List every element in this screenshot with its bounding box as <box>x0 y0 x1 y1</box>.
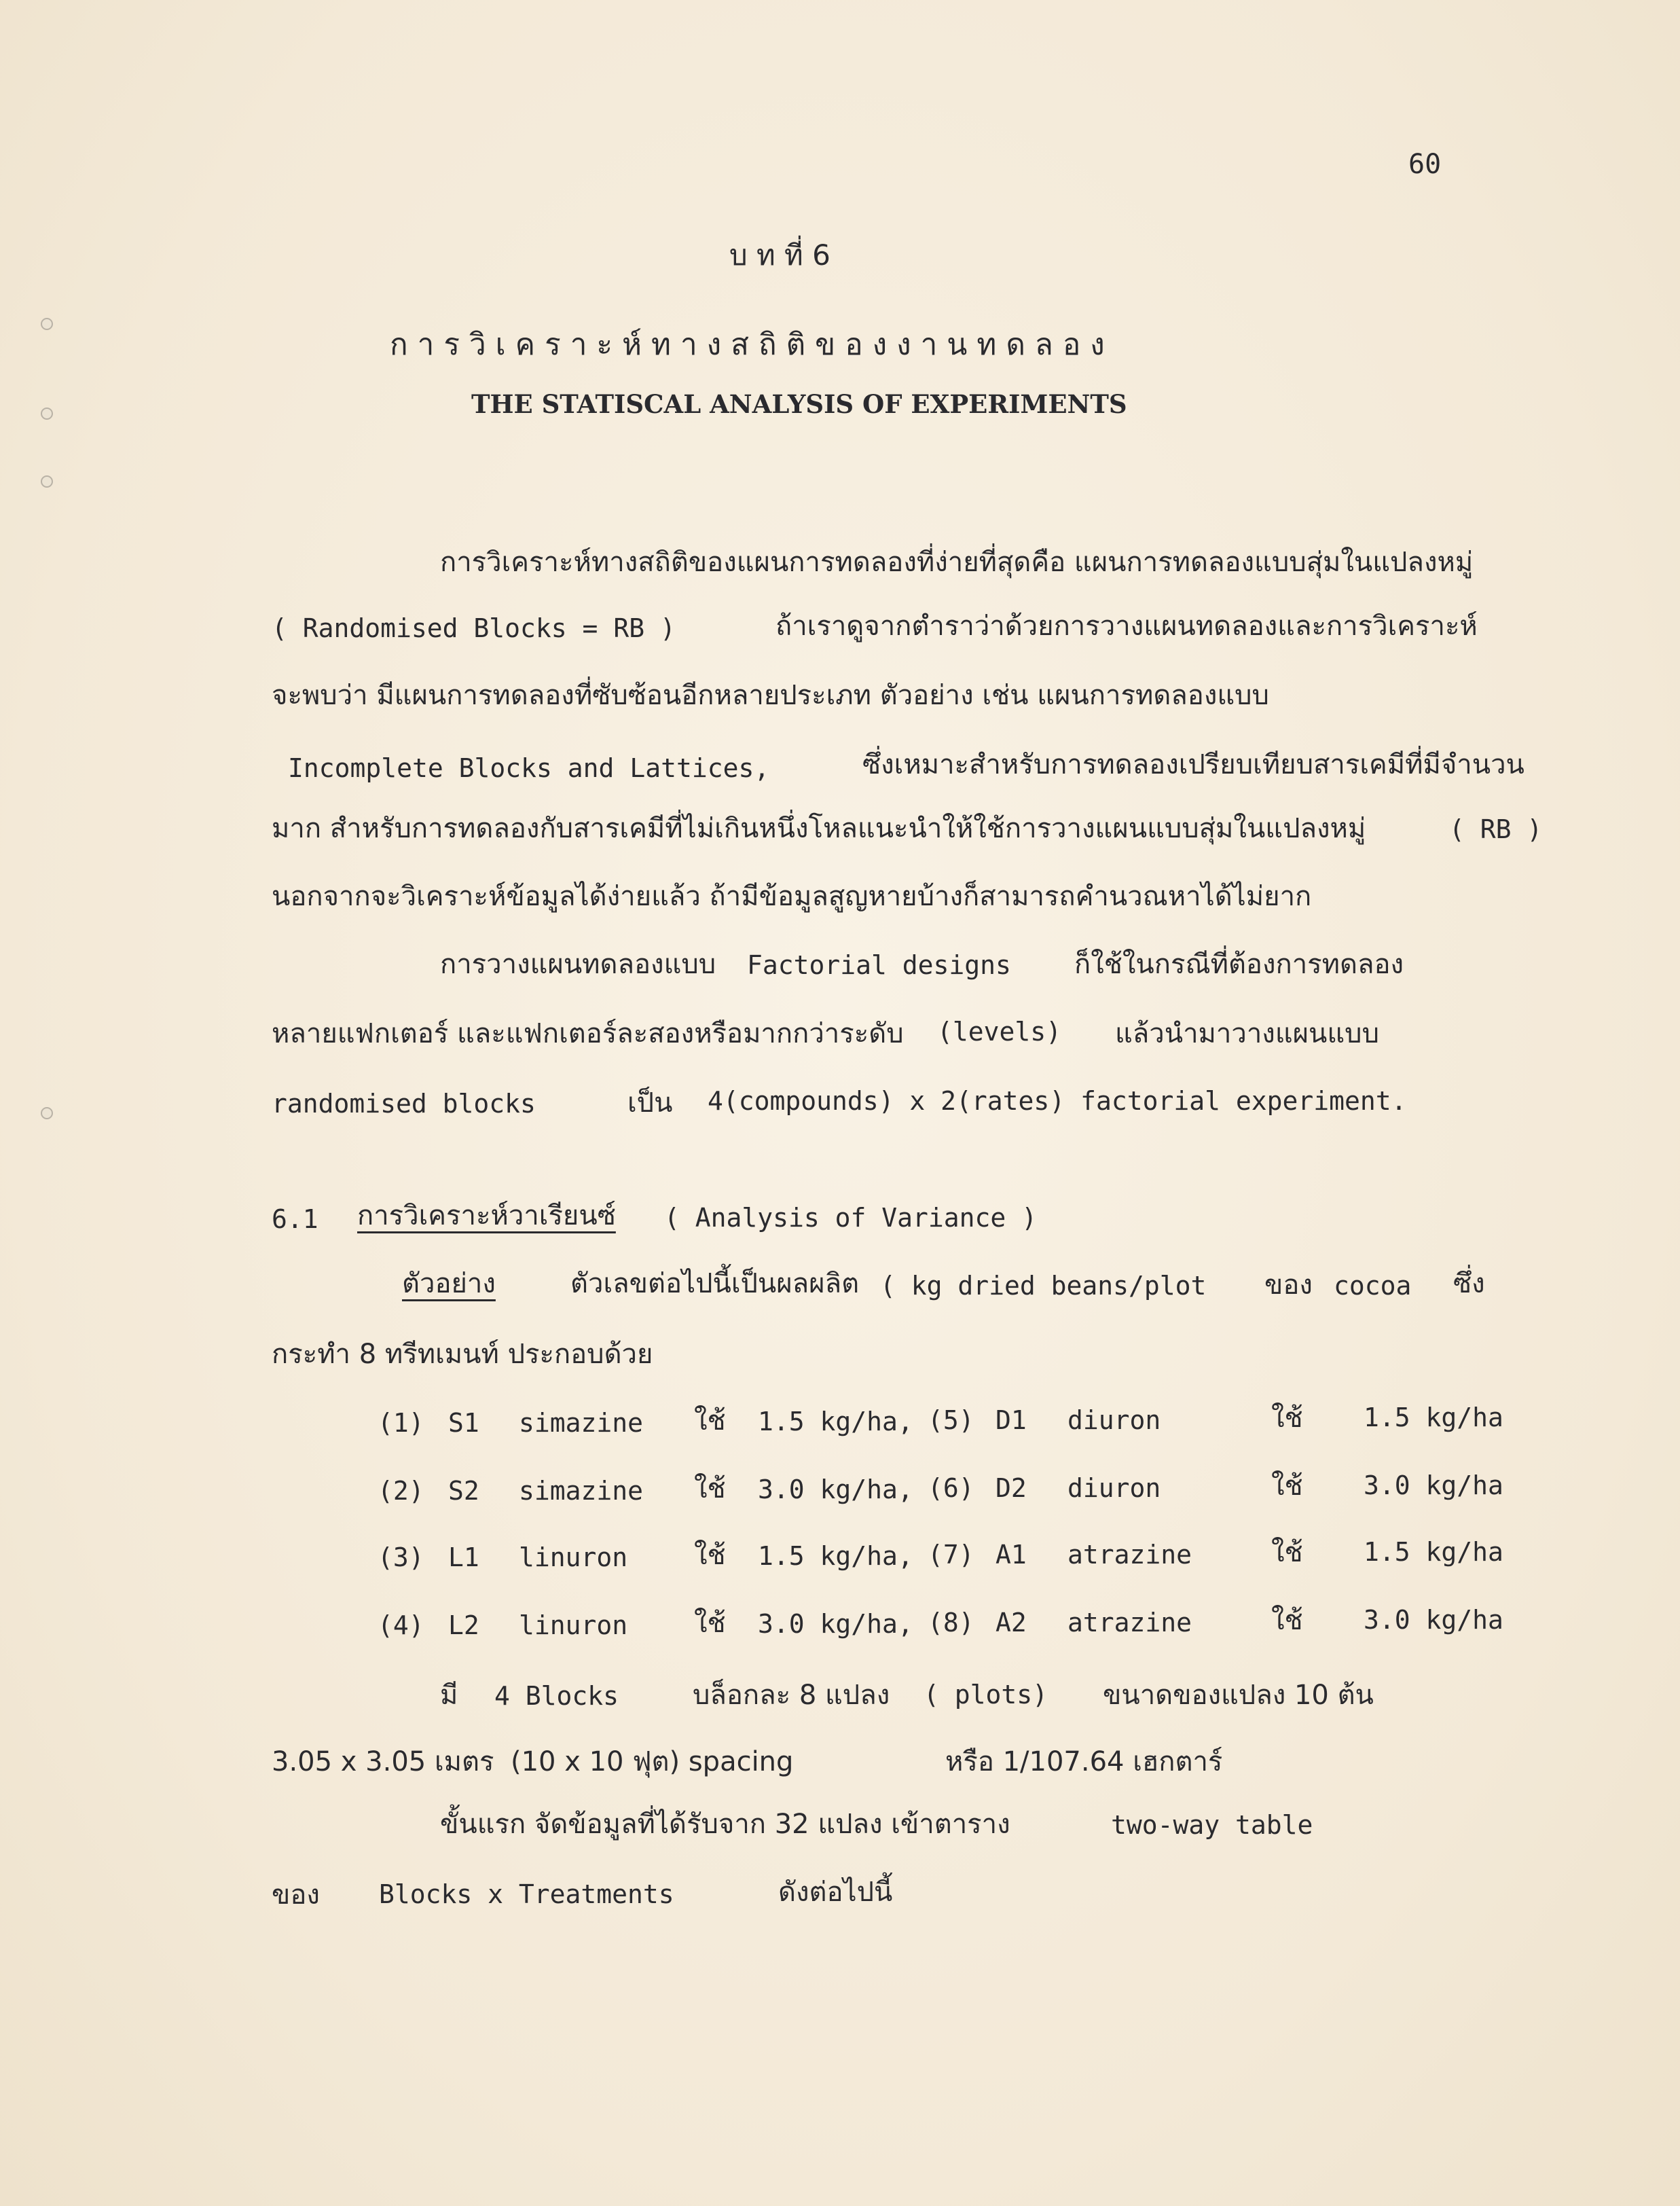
paragraph-line: (levels) <box>937 1017 1062 1047</box>
treatment-use: ใช้ <box>1271 1537 1303 1568</box>
punch-hole-mark <box>41 1107 53 1119</box>
paragraph-line: การวิเคราะห์ทางสถิติของแผนการทดลองที่ง่ายที่สุดคือ แผนการทดลองแบบสุ่มในแปลงหมู่ <box>440 547 1474 578</box>
paragraph-line: Incomplete Blocks and Lattices, <box>288 753 770 783</box>
paragraph-line: หลายแฟกเตอร์ และแฟกเตอร์ละสองหรือมากกว่าระดับ <box>272 1018 904 1049</box>
paragraph-line: (10 x 10 ฟุต) spacing <box>511 1746 794 1777</box>
treatment-name: linuron <box>519 1542 628 1572</box>
treatment-rate: 1.5 kg/ha, <box>758 1541 913 1571</box>
treatment-use: ใช้ <box>1271 1605 1303 1636</box>
treatment-num: (8) <box>928 1608 974 1638</box>
treatment-rate: 3.0 kg/ha, <box>758 1475 913 1504</box>
treatment-use: ใช้ <box>1271 1470 1303 1502</box>
treatment-code: L1 <box>448 1542 479 1572</box>
paragraph-line: มาก สำหรับการทดลองกับสารเคมีที่ไม่เกินหนึ่งโหลแนะนำให้ใช้การวางแผนแบบสุ่มในแปลงหมู่ <box>272 813 1366 844</box>
paragraph-line: หรือ 1/107.64 เฮกตาร์ <box>945 1746 1223 1777</box>
treatment-num: (4) <box>378 1610 424 1640</box>
paragraph-line: ( kg dried beans/plot <box>880 1271 1207 1301</box>
paragraph-line: ถ้าเราดูจากตำราว่าด้วยการวางแผนทดลองและการวิเคราะห์ <box>775 611 1478 642</box>
treatment-use: ใช้ <box>694 1608 726 1639</box>
section-number: 6.1 <box>272 1204 318 1234</box>
paragraph-line: ของ <box>1264 1269 1313 1301</box>
paragraph-line: ดังต่อไปนี้ <box>778 1877 893 1908</box>
punch-hole-mark <box>41 318 53 330</box>
treatment-num: (6) <box>928 1473 974 1503</box>
title-english: THE STATISCAL ANALYSIS OF EXPERIMENTS <box>471 389 1127 419</box>
paragraph-line: การวางแผนทดลองแบบ <box>440 949 716 980</box>
treatment-num: (3) <box>378 1542 424 1572</box>
chapter-heading: บ ท ที่ 6 <box>729 238 830 272</box>
treatment-name: diuron <box>1067 1405 1161 1435</box>
example-label: ตัวอย่าง <box>402 1268 496 1299</box>
paragraph-line: ( Randomised Blocks = RB ) <box>272 613 676 643</box>
section-title-english: ( Analysis of Variance ) <box>664 1203 1038 1233</box>
paragraph-line: Blocks x Treatments <box>379 1879 674 1909</box>
treatment-rate: 3.0 kg/ha, <box>758 1609 913 1639</box>
paragraph-line: 3.05 x 3.05 เมตร <box>272 1746 494 1777</box>
paragraph-line: เป็น <box>627 1087 673 1119</box>
treatment-rate: 1.5 kg/ha, <box>758 1407 913 1436</box>
treatment-use: ใช้ <box>694 1540 726 1571</box>
paragraph-line: ก็ใช้ในกรณีที่ต้องการทดลอง <box>1074 949 1404 980</box>
treatment-num: (2) <box>378 1476 424 1506</box>
treatment-code: A2 <box>996 1608 1027 1638</box>
paragraph-line: ซึ่ง <box>1453 1268 1485 1299</box>
punch-hole-mark <box>41 408 53 420</box>
treatment-code: A1 <box>996 1540 1027 1570</box>
treatment-name: simazine <box>519 1408 644 1438</box>
treatment-num: (5) <box>928 1405 974 1435</box>
paragraph-line: cocoa <box>1334 1271 1412 1301</box>
paragraph-line: มี <box>440 1680 458 1711</box>
treatment-name: atrazine <box>1067 1608 1192 1638</box>
paragraph-line: ( RB ) <box>1449 814 1543 844</box>
paragraph-line: ตัวเลขต่อไปนี้เป็นผลผลิต <box>570 1268 860 1299</box>
paragraph-line: ขนาดของแปลง 10 ต้น <box>1103 1680 1374 1711</box>
paragraph-line: แล้วนำมาวางแผนแบบ <box>1115 1018 1379 1049</box>
paragraph-line: 4(compounds) x 2(rates) factorial experiment. <box>708 1086 1407 1116</box>
punch-hole-mark <box>41 475 53 488</box>
paragraph-line: ของ <box>272 1879 320 1911</box>
treatment-num: (7) <box>928 1540 974 1570</box>
treatment-name: simazine <box>519 1476 644 1506</box>
paragraph-line: นอกจากจะวิเคราะห์ข้อมูลได้ง่ายแล้ว ถ้ามีข้อมูลสูญหายบ้างก็สามารถคำนวณหาได้ไม่ยาก <box>272 881 1312 912</box>
paragraph-line: กระทำ 8 ทรีทเมนท์ ประกอบด้วย <box>272 1339 653 1370</box>
treatment-use: ใช้ <box>694 1473 726 1504</box>
treatment-rate: 1.5 kg/ha <box>1364 1403 1503 1432</box>
treatment-code: S1 <box>448 1408 479 1438</box>
paragraph-line: ขั้นแรก จัดข้อมูลที่ได้รับจาก 32 แปลง เข้าตาราง <box>440 1809 1010 1840</box>
paragraph-line: ( plots) <box>924 1680 1048 1710</box>
treatment-name: atrazine <box>1067 1540 1192 1570</box>
treatment-name: linuron <box>519 1610 628 1640</box>
paragraph-line: Factorial designs <box>747 950 1011 980</box>
page-number: 60 <box>1408 149 1442 180</box>
treatment-code: D1 <box>996 1405 1027 1435</box>
treatment-code: L2 <box>448 1610 479 1640</box>
treatment-use: ใช้ <box>694 1405 726 1436</box>
paragraph-line: 4 Blocks <box>494 1681 619 1711</box>
treatment-rate: 3.0 kg/ha <box>1364 1470 1503 1500</box>
treatment-num: (1) <box>378 1408 424 1438</box>
paragraph-line: randomised blocks <box>272 1089 536 1119</box>
treatment-rate: 1.5 kg/ha <box>1364 1537 1503 1567</box>
treatment-code: D2 <box>996 1473 1027 1503</box>
paragraph-line: two-way table <box>1111 1810 1313 1840</box>
paragraph-line: บล็อกละ 8 แปลง <box>693 1680 890 1711</box>
section-title-thai: การวิเคราะห์วาเรียนซ์ <box>357 1200 616 1231</box>
title-thai: ก า ร วิ เ ค ร า ะ ห์ ท า ง ส ถิ ติ ข อ ง ง า น ท ด ล อ ง <box>390 327 1105 362</box>
paragraph-line: ซึ่งเหมาะสำหรับการทดลองเปรียบเทียบสารเคมีที่มีจำนวน <box>862 749 1524 780</box>
paragraph-line: จะพบว่า มีแผนการทดลองที่ซับซ้อนอีกหลายประเภท ตัวอย่าง เช่น แผนการทดลองแบบ <box>272 680 1269 711</box>
treatment-name: diuron <box>1067 1473 1161 1503</box>
treatment-rate: 3.0 kg/ha <box>1364 1605 1503 1635</box>
treatment-code: S2 <box>448 1476 479 1506</box>
treatment-use: ใช้ <box>1271 1403 1303 1434</box>
